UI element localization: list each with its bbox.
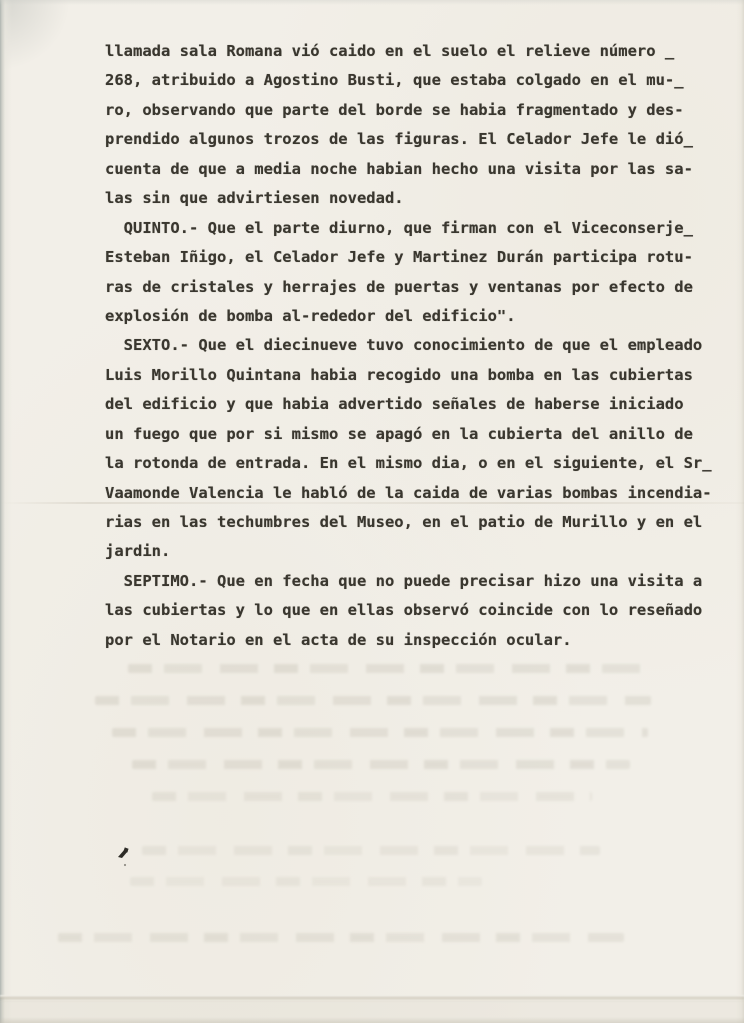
scan-edge-top xyxy=(0,0,744,5)
text-line: SEPTIMO.- Que en fecha que no puede precisar hizo una visita a xyxy=(105,571,703,590)
scan-edge-left xyxy=(0,0,12,1023)
text-line: rias en las techumbres del Museo, en el patio de Murillo y en el xyxy=(105,513,703,531)
text-line: SEXTO.- Que el diecinueve tuvo conocimiento de que el empleado xyxy=(105,336,703,355)
text-line: QUINTO.- Que el parte diurno, que firman con el Viceconserje_ xyxy=(105,218,693,237)
bleed-through-line xyxy=(152,792,592,801)
bleed-through-line xyxy=(95,696,651,705)
text-line: la rotonda de entrada. En el mismo dia, o en el siguiente, el Sr_ xyxy=(105,454,712,473)
text-line: explosión de bomba al-rededor del edificio". xyxy=(105,306,516,325)
text-line: por el Notario en el acta de su inspección ocular. xyxy=(105,630,572,649)
ink-mark xyxy=(116,845,138,871)
bleed-through-line xyxy=(58,933,624,942)
text-line: prendido algunos trozos de las figuras. El Celador Jefe le dió_ xyxy=(105,130,693,149)
text-line: las sin que advirtiesen novedad. xyxy=(105,189,404,208)
text-line: las cubiertas y lo que en ellas observó coincide con lo reseñado xyxy=(105,601,703,620)
text-line: del edificio y que habia advertido señales de haberse iniciado xyxy=(105,395,684,414)
text-line: un fuego que por si mismo se apagó en la cubierta del anillo de xyxy=(105,424,693,443)
text-line: jardin. xyxy=(105,542,171,561)
text-line: Vaamonde Valencia le habló de la caida de varias bombas incendia- xyxy=(105,483,712,502)
bleed-through-line xyxy=(130,877,482,886)
bleed-through-line xyxy=(112,728,648,737)
below-fold-shading xyxy=(0,1001,744,1023)
text-line: 268, atribuido a Agostino Busti, que estaba colgado en el mu-_ xyxy=(105,71,684,90)
text-line: llamada sala Romana vió caido en el suelo el relieve número _ xyxy=(105,42,675,60)
typewritten-text-block xyxy=(105,37,712,655)
text-line: Esteban Iñigo, el Celador Jefe y Martinez Durán participa rotu- xyxy=(105,248,693,267)
text-line: Luis Morillo Quintana habia recogido una bomba en las cubiertas xyxy=(105,365,693,384)
scan-edge-right xyxy=(736,0,744,1023)
text-line: cuenta de que a media noche habian hecho una visita por las sa- xyxy=(105,159,693,178)
bleed-through-line xyxy=(132,760,630,769)
bleed-through-line xyxy=(142,846,600,855)
bleed-through-line xyxy=(128,664,644,673)
text-line: ro, observando que parte del borde se habia fragmentado y des- xyxy=(105,100,684,119)
text-line: ras de cristales y herrajes de puertas y ventanas por efecto de xyxy=(105,277,693,296)
